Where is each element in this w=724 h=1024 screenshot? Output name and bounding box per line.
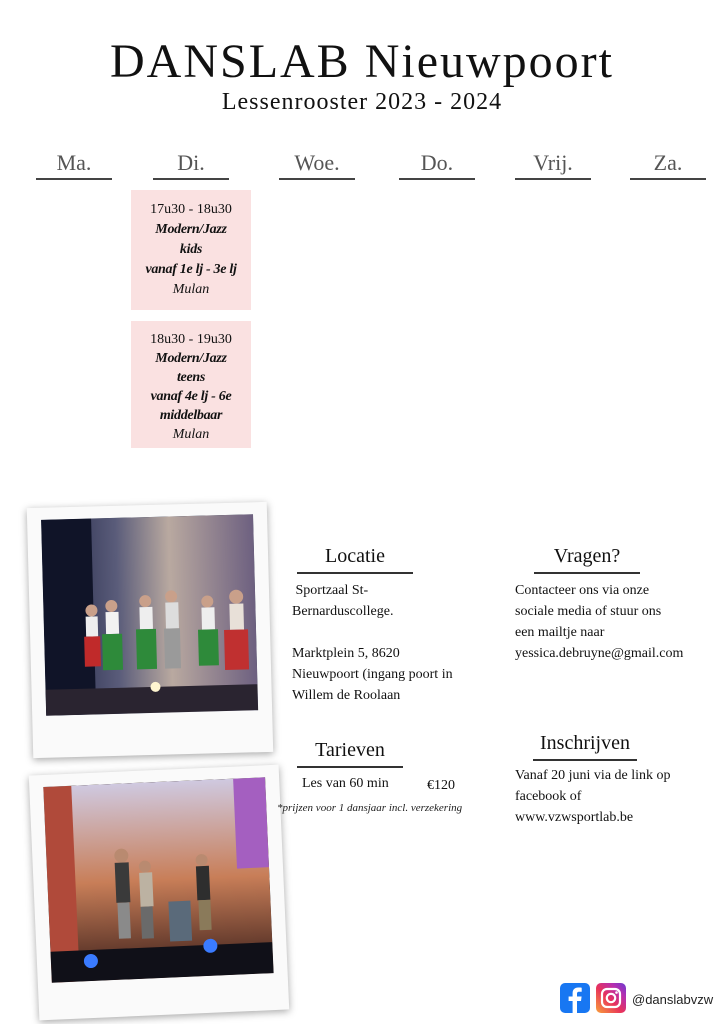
instagram-icon[interactable] <box>596 983 626 1013</box>
dance-photo-1 <box>41 514 258 715</box>
social-handle: @danslabvzw <box>632 992 714 1007</box>
lesson-time: 17u30 - 18u30 <box>150 202 232 217</box>
locatie-line: Bernarduscollege. <box>292 604 394 619</box>
lesson-age-cont: middelbaar <box>159 408 223 423</box>
lesson-card <box>131 190 251 310</box>
vragen-line: sociale media of stuur ons <box>515 604 662 619</box>
vragen-text <box>515 580 720 664</box>
page-subtitle: Lessenrooster 2023 - 2024 <box>221 89 503 115</box>
tarieven-note: *prijzen voor 1 dansjaar incl. verzekering <box>277 802 463 814</box>
locatie-line: Marktplein 5, 8620 <box>292 646 400 661</box>
email-link[interactable]: yessica.debruyne@gmail.com <box>515 646 684 661</box>
day-monday: Ma. <box>36 150 112 180</box>
vragen-heading: Vragen? <box>534 544 640 574</box>
lesson-time: 18u30 - 19u30 <box>150 332 232 347</box>
tarieven-price: €120 <box>427 778 455 793</box>
lesson-style: Modern/Jazz <box>155 351 227 366</box>
locatie-address <box>292 580 492 706</box>
day-wednesday: Woe. <box>279 150 355 180</box>
tarieven-item: Les van 60 min <box>302 776 389 791</box>
vragen-line: een mailtje naar <box>515 625 605 640</box>
dance-photo-2 <box>43 777 273 982</box>
vragen-line: Contacteer ons via onze <box>515 583 650 598</box>
lesson-style: Modern/Jazz <box>155 222 227 237</box>
lesson-group: kids <box>179 242 203 257</box>
photo-polaroid-1 <box>27 502 273 758</box>
lesson-teacher: Mulan <box>172 282 210 297</box>
day-tuesday: Di. <box>153 150 229 180</box>
page-title: DANSLAB Nieuwpoort <box>110 35 614 88</box>
lesson-teacher: Mulan <box>172 427 210 442</box>
lesson-age: vanaf 4e lj - 6e <box>150 389 232 404</box>
lesson-card <box>131 321 251 448</box>
inschrijven-line: Vanaf 20 juni via de link op <box>515 768 671 783</box>
day-thursday: Do. <box>399 150 475 180</box>
lesson-age: vanaf 1e lj - 3e lj <box>145 262 237 277</box>
website-link[interactable]: www.vzwsportlab.be <box>515 810 634 825</box>
locatie-line: Sportzaal St- <box>292 583 369 598</box>
lesson-group: teens <box>176 370 206 385</box>
inschrijven-line: facebook of <box>515 789 582 804</box>
photo-polaroid-2 <box>29 765 289 1021</box>
locatie-line: Willem de Roolaan <box>292 688 401 703</box>
facebook-icon[interactable] <box>560 983 590 1013</box>
inschrijven-text <box>515 765 720 828</box>
day-friday: Vrij. <box>515 150 591 180</box>
locatie-line: Nieuwpoort (ingang poort in <box>292 667 453 682</box>
tarieven-heading: Tarieven <box>297 738 403 768</box>
inschrijven-heading: Inschrijven <box>533 731 637 761</box>
locatie-heading: Locatie <box>297 544 413 574</box>
day-saturday: Za. <box>630 150 706 180</box>
